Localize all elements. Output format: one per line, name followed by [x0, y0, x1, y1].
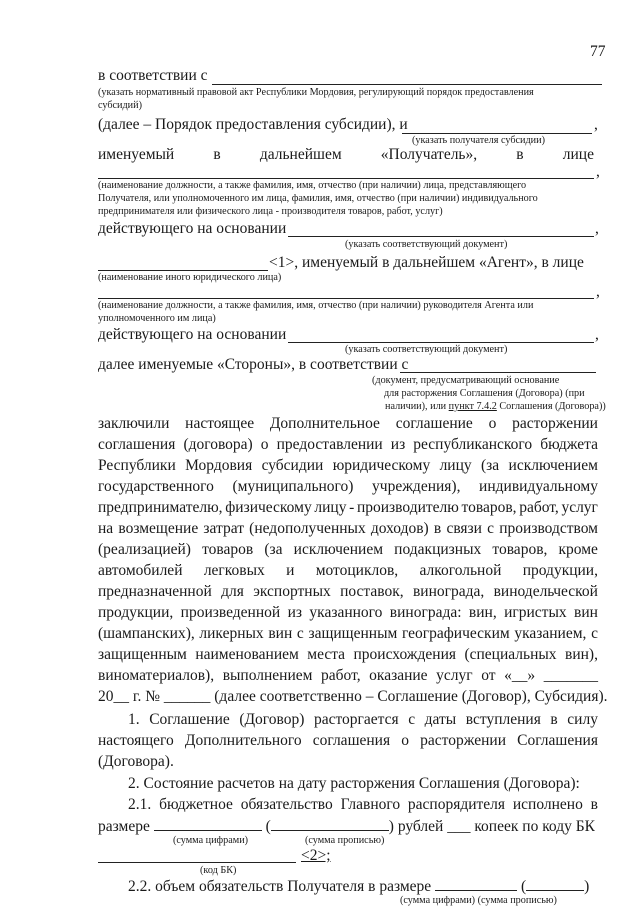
intro-line-4: действующего на основании: [98, 220, 287, 237]
clause-link[interactable]: пункт 7.4.2: [448, 401, 497, 412]
hint-normative-act: (указать нормативный правовой акт Республики Мордовия, регулирующий порядок предоставления: [98, 87, 534, 98]
intro-line-7: действующего на основании: [98, 326, 287, 343]
blank-agent-head: [98, 298, 594, 299]
blank-representative: [98, 178, 594, 179]
body-line-1: заключили настоящее Дополнительное соглашение о расторжении: [98, 415, 598, 432]
page-number: 77: [590, 43, 606, 60]
body-line-6: на возмещение затрат (недополученных доходов) в связи с производством: [98, 520, 598, 537]
hint-bk-code: (код БК): [200, 865, 237, 876]
blank-amount-digits: [154, 818, 262, 831]
intro-line-8: далее именуемые «Стороны», в соответствии с: [98, 356, 409, 373]
hint-obligation: (сумма цифрами) (сумма прописью): [400, 895, 557, 906]
blank-obligation-digits: [435, 878, 517, 891]
blank-agent-basis: [288, 342, 594, 343]
hint-representative-2: Получателя, или уполномоченного им лица, фамилия, имя, отчество (при наличии) индивидуального: [98, 193, 538, 204]
clause-2-1-line-2: размере ( ) рублей ___ копеек по коду БК: [98, 818, 595, 835]
body-line-10: продукции, произведенной из указанного винограда: вин, игристых вин: [98, 604, 598, 621]
hint-agent-head-2: уполномоченного им лица): [98, 313, 216, 324]
clause-1-line-1: 1. Соглашение (Договор) расторгается с даты вступления в силу: [128, 711, 598, 728]
blank-termination-basis: [400, 372, 596, 373]
hint-agent-basis: (указать соответствующий документ): [345, 344, 508, 355]
body-line-12: защищенным наименованием места происхождения (специальных вин),: [98, 646, 598, 663]
clause-2-1-line-1: 2.1. бюджетное обязательство Главного распорядителя исполнено в: [128, 796, 598, 813]
hint-termination-2: для расторжения Соглашения (Договора) (при: [384, 388, 585, 399]
body-line-13: виноматериалов), выполнением работ, оказание услуг от «__» _______: [98, 667, 598, 684]
clause-1-line-2: настоящего Дополнительного соглашения о расторжении Соглашения: [98, 732, 598, 749]
body-line-11: (шампанских), ликерных вин с защищенным географическим указанием, с: [98, 625, 598, 642]
hint-amount-digits: (сумма цифрами): [173, 835, 249, 846]
clause-1-line-3: (Договора).: [98, 753, 174, 770]
hint-termination-1: (документ, предусматривающий основание: [372, 375, 560, 386]
body-line-9: предназначенной для экспортных поставок, винограда, винодельческой: [98, 583, 598, 600]
clause-2: 2. Состояние расчетов на дату расторжения Соглашения (Договора):: [128, 775, 580, 792]
blank-amount-words: [271, 818, 389, 831]
hint-recipient: (указать получателя субсидии): [412, 135, 545, 146]
agreement-date-line: 20__ г. № ______ (далее соответственно – Соглашение (Договор), Субсидия).: [98, 688, 608, 705]
blank-recipient: [402, 133, 592, 134]
footnote-ref-2[interactable]: <2>;: [301, 847, 331, 864]
body-line-2: соглашения (договора) о предоставлении из республиканского бюджета: [98, 436, 598, 453]
hint-representative-1: (наименование должности, а также фамилия, имя, отчество (при наличии) лица, представляющего: [98, 180, 527, 191]
body-line-5: предпринимателю, физическому лицу - производителю товаров, работ, услуг: [98, 499, 598, 516]
intro-line-5: <1>, именуемый в дальнейшем «Агент», в лице: [269, 254, 584, 271]
intro-line-2: (далее – Порядок предоставления субсидии), и: [98, 116, 408, 133]
hint-agent-head-1: (наименование должности, а также фамилия, имя, отчество (при наличии) руководителя Агента или: [98, 300, 534, 311]
intro-line-1: в соответствии с: [98, 67, 208, 84]
hint-normative-act-2: субсидий): [98, 100, 142, 111]
blank-other-entity: [98, 270, 268, 271]
intro-line-3: именуемый в дальнейшем «Получатель», в лице: [98, 146, 594, 163]
clause-2-2: 2.2. объем обязательств Получателя в размере ( ): [128, 878, 590, 895]
body-line-7: (реализацией) товаров (за исключением подакцизных товаров, кроме: [98, 541, 598, 558]
blank-obligation-words: [526, 878, 584, 891]
blank-basis-document: [288, 236, 594, 237]
body-line-4: государственного (муниципального) учреждения), индивидуальному: [98, 478, 598, 495]
body-line-3: Республики Мордовия субсидии юридическому лицу (за исключением: [98, 457, 598, 474]
hint-amount-words: (сумма прописью): [305, 835, 385, 846]
blank-normative-act: [212, 84, 602, 85]
body-line-8: автомобилей легковых и мотоциклов, алкогольной продукции,: [98, 562, 598, 579]
blank-bk-code: [98, 862, 296, 863]
hint-other-entity: (наименование иного юридического лица): [98, 272, 282, 283]
hint-basis-document: (указать соответствующий документ): [345, 239, 508, 250]
hint-representative-3: предпринимателя или физического лица - производителя товаров, работ, услуг): [98, 206, 443, 217]
hint-termination-3: наличии), или пункт 7.4.2 Соглашения (Договора)): [385, 401, 606, 412]
